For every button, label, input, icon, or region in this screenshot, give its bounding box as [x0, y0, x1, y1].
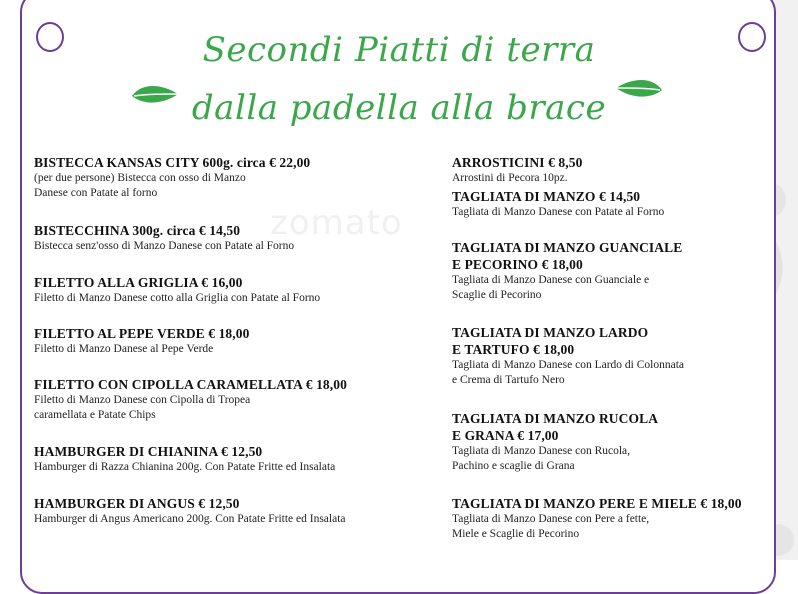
item-name: E PECORINO € 18,00	[452, 257, 583, 272]
item-name: BISTECCHINA 300g. circa € 14,50	[34, 223, 241, 238]
menu-item-tagliata-pere-miele	[452, 495, 742, 542]
menu-item-hamburger-angus	[34, 495, 346, 527]
item-description: Filetto di Manzo Danese al Pepe Verde	[34, 343, 214, 355]
menu-item-filetto-griglia	[34, 274, 320, 306]
item-description: Hamburger di Razza Chianina 200g. Con Patate Fritte ed Insalata	[34, 461, 336, 473]
item-description: Tagliata di Manzo Danese con Patate al Forno	[452, 206, 665, 218]
item-description: (per due persone) Bistecca con osso di Manzo	[34, 172, 246, 184]
item-description: Tagliata di Manzo Danese con Lardo di Colonnata	[452, 359, 684, 371]
item-name: TAGLIATA DI MANZO PERE E MIELE € 18,00	[452, 496, 742, 511]
menu-item-tagliata-rucola	[452, 410, 658, 474]
item-description: Tagliata di Manzo Danese con Rucola,	[452, 445, 631, 457]
menu-item-bistecchina	[34, 222, 294, 254]
item-description: Pachino e scaglie di Grana	[452, 460, 575, 472]
menu-item-filetto-cipolla	[34, 376, 347, 423]
item-description: Tagliata di Manzo Danese con Pere a fette,	[452, 513, 650, 525]
item-name: TAGLIATA DI MANZO € 14,50	[452, 189, 641, 204]
item-name: E GRANA € 17,00	[452, 428, 559, 443]
menu-item-bistecca-kansas	[34, 154, 310, 201]
item-description: Miele e Scaglie di Pecorino	[452, 528, 580, 540]
item-description: Scaglie di Pecorino	[452, 289, 542, 301]
item-description: Tagliata di Manzo Danese con Guanciale e	[452, 274, 650, 286]
leaf-ornament-right-icon	[610, 76, 666, 102]
item-name: TAGLIATA DI MANZO RUCOLA	[452, 411, 659, 426]
item-name: TAGLIATA DI MANZO GUANCIALE	[452, 240, 683, 255]
item-name: BISTECCA KANSAS CITY 600g. circa € 22,00	[34, 155, 311, 170]
menu-title-line2: dalla padella alla brace	[191, 88, 607, 128]
item-name: FILETTO ALLA GRIGLIA € 16,00	[34, 275, 243, 290]
item-description: caramellata e Patate Chips	[34, 409, 156, 421]
menu-item-arrosticini	[452, 154, 582, 186]
item-name: ARROSTICINI € 8,50	[452, 155, 583, 170]
leaf-ornament-left-icon	[128, 82, 184, 108]
menu-item-filetto-pepe-verde	[34, 325, 249, 357]
item-description: Hamburger di Angus Americano 200g. Con Patate Fritte ed Insalata	[34, 513, 346, 525]
item-name: HAMBURGER DI ANGUS € 12,50	[34, 496, 240, 511]
menu-item-tagliata-manzo	[452, 188, 664, 220]
item-name: FILETTO AL PEPE VERDE € 18,00	[34, 326, 250, 341]
item-description: Filetto di Manzo Danese con Cipolla di Tropea	[34, 394, 251, 406]
item-description: Arrostini di Pecora 10pz.	[452, 172, 568, 184]
menu-item-tagliata-guanciale	[452, 239, 682, 303]
item-name: TAGLIATA DI MANZO LARDO	[452, 325, 649, 340]
watermark: zomato	[270, 203, 403, 243]
item-description: Filetto di Manzo Danese cotto alla Griglia con Patate al Forno	[34, 292, 321, 304]
item-description: e Crema di Tartufo Nero	[452, 374, 565, 386]
menu-item-hamburger-chianina	[34, 443, 335, 475]
item-name: E TARTUFO € 18,00	[452, 342, 575, 357]
item-description: Danese con Patate al forno	[34, 187, 158, 199]
item-name: HAMBURGER DI CHIANINA € 12,50	[34, 444, 263, 459]
menu-item-tagliata-lardo	[452, 324, 684, 388]
item-name: FILETTO CON CIPOLLA CARAMELLATA € 18,00	[34, 377, 347, 392]
menu-title-line1: Secondi Piatti di terra	[202, 30, 596, 70]
item-description: Bistecca senz'osso di Manzo Danese con Patate al Forno	[34, 240, 295, 252]
